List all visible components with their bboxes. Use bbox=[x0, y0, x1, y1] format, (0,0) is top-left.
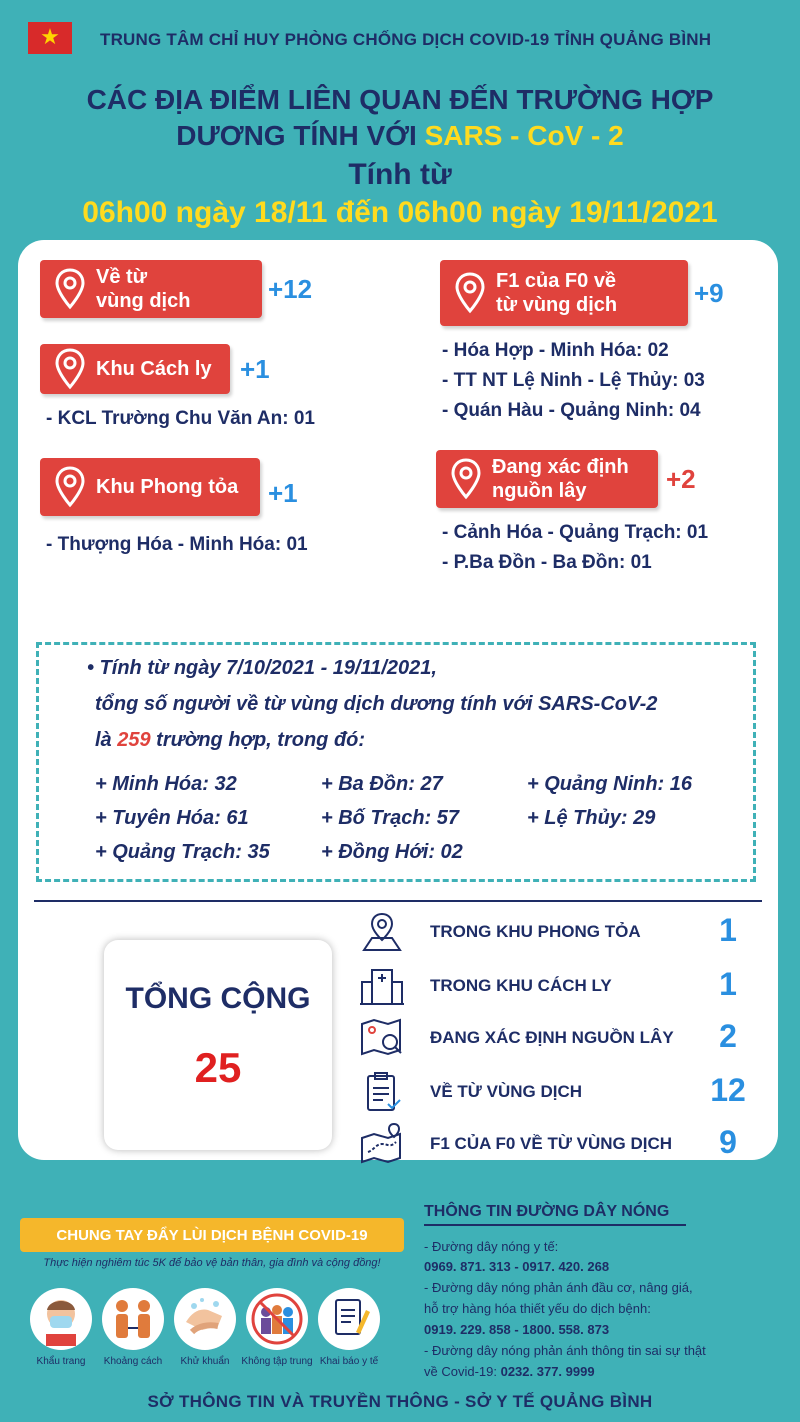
hotline-number: 0969. 871. 313 - 0917. 420. 268 bbox=[424, 1259, 610, 1274]
location-pin-icon bbox=[450, 458, 482, 500]
stat-label: TRONG KHU CÁCH LY bbox=[430, 976, 612, 995]
divider bbox=[34, 900, 762, 902]
summary-line-2: tổng số người về từ vùng dịch dương tính với SARS-CoV-2 bbox=[95, 693, 658, 715]
list-item: - P.Ba Đồn - Ba Đồn: 01 bbox=[442, 552, 652, 573]
no-gathering-icon bbox=[246, 1288, 308, 1350]
icon-label: Khẩu trang bbox=[36, 1356, 86, 1367]
map-pin-icon bbox=[358, 910, 406, 954]
category-ve-tu-vung-dich bbox=[40, 260, 262, 318]
stat-row-f1 bbox=[358, 1122, 758, 1166]
stat-label: TRONG KHU PHONG TỎA bbox=[430, 922, 641, 941]
hotline-title: THÔNG TIN ĐƯỜNG DÂY NÓNG bbox=[424, 1203, 670, 1220]
category-label: Đang xác định bbox=[492, 456, 629, 478]
summary-text: trường hợp, trong đó: bbox=[150, 729, 366, 751]
virus-name: SARS - CoV - 2 bbox=[424, 120, 624, 151]
social-distance-icon bbox=[102, 1288, 164, 1350]
hotline-text: - Đường dây nóng y tế: bbox=[424, 1239, 559, 1254]
count-ve-tu-vung-dich: +12 bbox=[268, 274, 313, 304]
stat-value: 9 bbox=[719, 1124, 737, 1160]
summary-text: là bbox=[95, 729, 118, 751]
footer: SỞ THÔNG TIN VÀ TRUYỀN THÔNG - SỞ Y TẾ QUẢNG BÌNH bbox=[147, 1392, 653, 1411]
district-count: + Đồng Hới: 02 bbox=[321, 841, 463, 863]
stat-value: 1 bbox=[719, 912, 737, 948]
hand-wash-icon bbox=[174, 1288, 236, 1350]
district-count: + Tuyên Hóa: 61 bbox=[95, 807, 249, 829]
stat-row-cach-ly bbox=[358, 964, 758, 1008]
hospital-icon bbox=[358, 964, 406, 1008]
organization-name: TRUNG TÂM CHỈ HUY PHÒNG CHỐNG DỊCH COVID-19 TỈNH QUẢNG BÌNH bbox=[100, 30, 712, 49]
hotline-text bbox=[424, 1364, 595, 1379]
count-khu-cach-ly: +1 bbox=[240, 354, 270, 384]
list-item: - KCL Trường Chu Văn An: 01 bbox=[46, 408, 315, 429]
district-count: + Lệ Thủy: 29 bbox=[527, 807, 656, 829]
title-line-2-text: DƯƠNG TÍNH VỚI bbox=[176, 120, 425, 151]
category-label: vùng dịch bbox=[96, 290, 191, 312]
icon-label: Khử khuẩn bbox=[180, 1356, 230, 1367]
category-khu-phong-toa bbox=[40, 458, 260, 516]
icon-label: Không tập trung bbox=[241, 1356, 313, 1367]
district-count: + Quảng Ninh: 16 bbox=[527, 773, 693, 795]
health-declaration-icon bbox=[318, 1288, 380, 1350]
list-item: - TT NT Lệ Ninh - Lệ Thủy: 03 bbox=[442, 370, 705, 391]
summary-line-1: • Tính từ ngày 7/10/2021 - 19/11/2021, bbox=[87, 657, 437, 679]
stat-label: VỀ TỪ VÙNG DỊCH bbox=[430, 1082, 583, 1101]
summary-line-3 bbox=[95, 729, 365, 752]
clipboard-icon bbox=[358, 1070, 406, 1114]
map-route-icon bbox=[358, 1122, 406, 1166]
category-label: Khu Phong tỏa bbox=[96, 476, 239, 498]
location-pin-icon bbox=[54, 348, 86, 390]
category-label: F1 của F0 về bbox=[496, 270, 617, 292]
location-pin-icon bbox=[54, 268, 86, 310]
stat-value: 1 bbox=[719, 966, 737, 1002]
icon-label: Khai báo y tế bbox=[319, 1356, 379, 1367]
hotline-text: về Covid-19: bbox=[424, 1364, 501, 1379]
list-item: - Quán Hàu - Quảng Ninh: 04 bbox=[442, 400, 701, 421]
map-search-icon bbox=[358, 1016, 406, 1060]
stat-value: 12 bbox=[710, 1072, 746, 1108]
category-label: Khu Cách ly bbox=[96, 358, 212, 380]
location-pin-icon bbox=[454, 272, 486, 314]
hotline-underline bbox=[424, 1224, 686, 1226]
category-label: nguồn lây bbox=[492, 480, 587, 502]
stat-label: F1 CỦA F0 VỀ TỪ VÙNG DỊCH bbox=[430, 1134, 673, 1153]
list-item: - Cảnh Hóa - Quảng Trạch: 01 bbox=[442, 522, 709, 543]
stat-row-phong-toa bbox=[358, 910, 758, 954]
list-item: - Thượng Hóa - Minh Hóa: 01 bbox=[46, 534, 308, 555]
stat-row-ve-tu-vung-dich bbox=[358, 1070, 758, 1114]
title-line-3: Tính từ bbox=[348, 158, 452, 191]
title-line-2 bbox=[0, 120, 800, 152]
location-pin-icon bbox=[54, 466, 86, 508]
category-f1-cua-f0 bbox=[440, 260, 688, 326]
category-khu-cach-ly bbox=[40, 344, 230, 394]
summary-total: 259 bbox=[117, 729, 151, 751]
vietnam-flag-icon: ★ bbox=[28, 22, 72, 54]
total-box bbox=[104, 940, 332, 1150]
hotline-text: - Đường dây nóng phản ánh thông tin sai sự thật bbox=[424, 1343, 706, 1358]
main-card bbox=[18, 240, 778, 1160]
campaign-banner: CHUNG TAY ĐẨY LÙI DỊCH BỆNH COVID-19 bbox=[20, 1218, 404, 1252]
hotline-number: 0232. 377. 9999 bbox=[500, 1364, 595, 1379]
count-dang-xac-dinh: +2 bbox=[666, 464, 696, 494]
hotline-number: 0919. 229. 858 - 1800. 558. 873 bbox=[424, 1322, 610, 1337]
district-count: + Quảng Trạch: 35 bbox=[95, 841, 270, 863]
category-label: từ vùng dịch bbox=[496, 294, 618, 316]
category-dang-xac-dinh bbox=[436, 450, 658, 508]
title-line-1: CÁC ĐỊA ĐIỂM LIÊN QUAN ĐẾN TRƯỜNG HỢP bbox=[86, 84, 714, 115]
hotline-text: - Đường dây nóng phản ánh đầu cơ, nâng giá, bbox=[424, 1280, 693, 1295]
count-khu-phong-toa: +1 bbox=[268, 478, 298, 508]
hotline-text: hỗ trợ hàng hóa thiết yếu do dịch bệnh: bbox=[424, 1301, 651, 1316]
list-item: - Hóa Hợp - Minh Hóa: 02 bbox=[442, 340, 669, 361]
total-label: TỔNG CỘNG bbox=[125, 982, 311, 1015]
stat-row-dang-xac-dinh bbox=[358, 1016, 758, 1060]
summary-box bbox=[36, 642, 756, 882]
district-count: + Ba Đồn: 27 bbox=[321, 773, 443, 795]
category-label: Về từ bbox=[96, 266, 148, 288]
count-f1-cua-f0: +9 bbox=[694, 278, 724, 308]
district-count: + Bố Trạch: 57 bbox=[321, 807, 460, 829]
district-count: + Minh Hóa: 32 bbox=[95, 773, 237, 795]
icon-label: Khoảng cách bbox=[103, 1356, 163, 1367]
campaign-subtitle: Thực hiện nghiêm túc 5K để bảo vệ bản thân, gia đình và cộng đồng! bbox=[43, 1257, 381, 1269]
total-value: 25 bbox=[194, 1044, 242, 1091]
date-range: 06h00 ngày 18/11 đến 06h00 ngày 19/11/2021 bbox=[82, 196, 718, 229]
stat-label: ĐANG XÁC ĐỊNH NGUỒN LÂY bbox=[430, 1028, 674, 1047]
stat-value: 2 bbox=[719, 1018, 737, 1054]
face-mask-icon bbox=[30, 1288, 92, 1350]
